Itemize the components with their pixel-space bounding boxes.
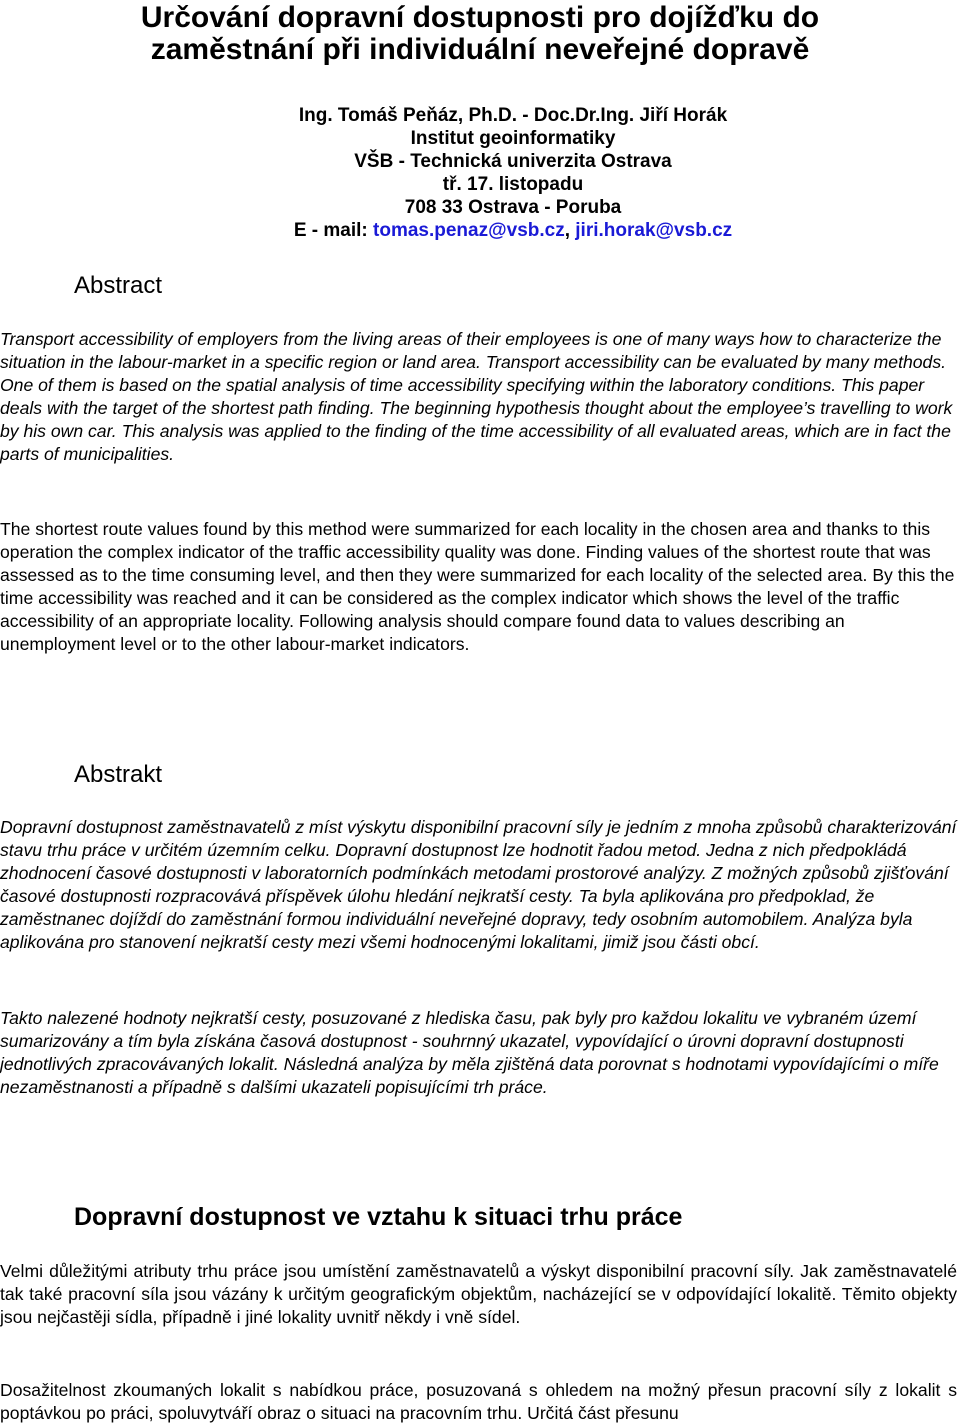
paper-title-line-2: zaměstnání při individuální neveřejné dopravě bbox=[150, 33, 810, 66]
abstract-paragraph-1: Transport accessibility of employers from the living areas of their employees is one of many ways how to characterize the situation in the labour-market in a specific region or land area. Transport accessibility can be evaluated by many methods. One of them is based on the spatial analysis of time accessibility specifying within the laboratory conditions. This paper deals with the target of the shortest path finding. The beginning hypothesis thought about the employee’s travelling to work by his own car. This analysis was applied to the finding of the time accessibility of all evaluated areas, which are in fact the parts of municipalities. bbox=[0, 329, 953, 465]
abstrakt-paragraph-2: Takto nalezené hodnoty nejkratší cesty, posuzované z hlediska času, pak byly pro každou lokalitu ve vybraném území sumarizovány a tím byla získána časová dostupnost - souhrnný ukazatel, vypovídající o úrovni dopravní dostupnosti jednotlivých zpracovávaných lokalit. Následná analýza by měla zjištěná data porovnat s hodnotami vypovídajícími o míře nezaměstnanosti a případně s dalšími ukazateli popisujícími trh práce. bbox=[0, 1008, 939, 1098]
author-email-line bbox=[200, 219, 826, 242]
author-names: Ing. Tomáš Peňáz, Ph.D. - Doc.Dr.Ing. Jiří Horák bbox=[298, 105, 728, 126]
author-university: VŠB - Technická univerzita Ostrava bbox=[354, 151, 672, 172]
section-heading-dopravni-dostupnost: Dopravní dostupnost ve vztahu k situaci trhu práce bbox=[74, 1203, 683, 1231]
email-link-horak[interactable]: jiri.horak@vsb.cz bbox=[575, 220, 733, 241]
abstrakt-paragraph-1: Dopravní dostupnost zaměstnavatelů z míst výskytu disponibilní pracovní síly je jedním z mnoha způsobů charakterizování stavu trhu práce v určitém územním celku. Dopravní dostupnost lze hodnotit řadou metod. Jedna z nich předpokládá zhodnocení časové dostupnosti v laboratorních podmínkách metodami prostorové analýzy. Z možných způsobů zjišťování časové dostupnosti rozpracovává příspěvek úlohu hledání nejkratší cesty. Ta byla aplikována pro předpoklad, že zaměstnanec dojíždí do zaměstnání formou individuální neveřejné dopravy, tedy osobním automobilem. Analýza byla aplikována pro stanovení nejkratší cesty mezi všemi hodnocenými lokalitami, jimiž jsou části obcí. bbox=[0, 817, 957, 953]
abstract-paragraph-2: The shortest route values found by this method were summarized for each locality in the chosen area and thanks to this operation the complex indicator of the traffic accessibility quality was done. Finding values of the shortest route that was assessed as to the time consuming level, and then they were summarized for each locality of the selected area. By this the time accessibility was reached and it can be considered as the complex indicator which shows the level of the traffic accessibility of an appropriate locality. Following analysis should compare found data to values describing an unemployment level or to the other labour-market indicators. bbox=[0, 519, 955, 655]
email-label: E - mail: bbox=[293, 220, 368, 241]
abstract-heading: Abstract bbox=[74, 272, 163, 299]
section-paragraph-1: Velmi důležitými atributy trhu práce jsou umístění zaměstnavatelů a výskyt disponibilní pracovní síly. Jak zaměstnavatelé tak také pracovní síla jsou vázány k určitým geografickým objektům, nacházející se v odpovídající lokalitě. Těmito objekty jsou nejčastěji sídla, případně i jiné lokality uvnitř někdy i vně sídel. bbox=[0, 1261, 957, 1328]
section-paragraph-2: Dosažitelnost zkoumaných lokalit s nabídkou práce, posuzovaná s ohledem na možný přesun pracovní síly z lokalit s poptávkou po práci, spoluvytváří obraz o situaci na pracovním trhu. Určitá část přesunu bbox=[0, 1380, 957, 1424]
abstrakt-heading: Abstrakt bbox=[74, 761, 163, 788]
author-institute: Institut geoinformatiky bbox=[410, 128, 616, 149]
author-street: tř. 17. listopadu bbox=[442, 174, 584, 195]
author-block bbox=[200, 104, 826, 242]
email-link-penaz[interactable]: tomas.penaz@vsb.cz bbox=[373, 220, 565, 241]
email-separator: , bbox=[564, 220, 570, 241]
paper-title-line-1: Určování dopravní dostupnosti pro dojížďku do bbox=[140, 1, 820, 34]
paper-title bbox=[0, 2, 960, 66]
author-city: 708 33 Ostrava - Poruba bbox=[404, 197, 622, 218]
